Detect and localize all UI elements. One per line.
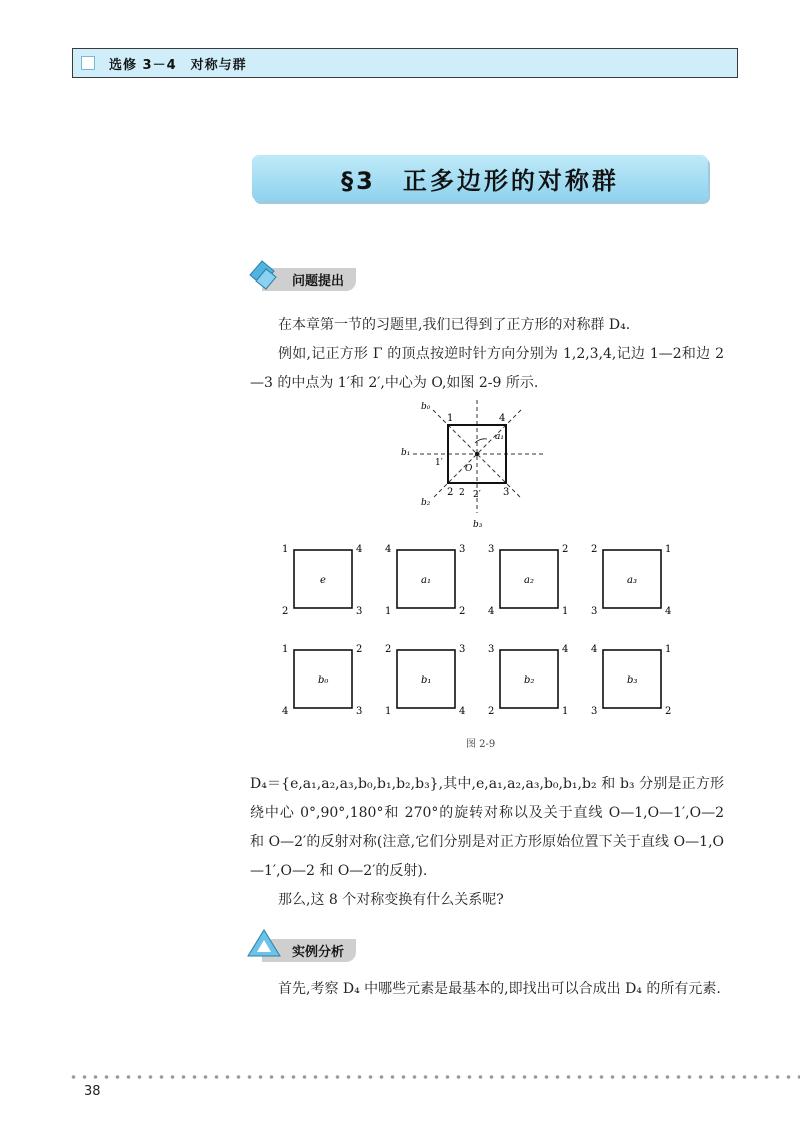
- svg-text:4: 4: [665, 606, 672, 617]
- svg-text:2: 2: [562, 544, 569, 555]
- edge-label-2: 2: [459, 488, 465, 498]
- svg-text:4: 4: [591, 644, 598, 655]
- svg-text:2: 2: [665, 706, 672, 717]
- question-label: 问题提出: [262, 268, 356, 291]
- axis-label-b2: b₂: [421, 498, 431, 508]
- svg-text:2: 2: [282, 606, 289, 617]
- body-paragraph-1: D₄＝{e,a₁,a₂,a₃,b₀,b₁,b₂,b₃},其中,e,a₁,a₂,a₃,b₀,b₁,b₂ 和 b₃ 分别是正方形绕中心 0°,90°,180°和 270°的旋转对称以及关于直线 O—1,O—1′,O—2 和 O—2′的反射对称(注意,它们分别是对正方形原始位置下关于直线 O—1,O—1′,O—2 和 O—2′的反射).: [250, 776, 724, 879]
- svg-text:3: 3: [459, 644, 466, 655]
- svg-text:4: 4: [488, 606, 495, 617]
- square-a3: [591, 544, 671, 617]
- svg-text:3: 3: [488, 644, 495, 655]
- center-label-o: O: [465, 464, 473, 474]
- svg-text:1: 1: [665, 644, 672, 655]
- example-paragraph: 首先,考察 D₄ 中哪些元素是最基本的,即找出可以合成出 D₄ 的所有元素.: [278, 981, 721, 997]
- svg-text:3: 3: [459, 544, 466, 555]
- square-grid-figure: [280, 540, 690, 720]
- svg-text:4: 4: [562, 644, 569, 655]
- svg-text:2: 2: [385, 644, 392, 655]
- section-title-banner: [252, 155, 708, 201]
- question-paragraph: 在本章第一节的习题里,我们已得到了正方形的对称群 D₄.: [278, 317, 631, 333]
- svg-text:1: 1: [562, 706, 569, 717]
- square-b1: [385, 644, 465, 717]
- svg-text:a₁: a₁: [421, 575, 431, 586]
- question-tag: [244, 255, 356, 291]
- example-tag-icon: [244, 926, 284, 962]
- svg-text:a₂: a₂: [524, 575, 534, 586]
- svg-text:1: 1: [665, 544, 672, 555]
- svg-text:3: 3: [591, 606, 598, 617]
- svg-text:1: 1: [562, 606, 569, 617]
- main-square-figure: [395, 395, 555, 535]
- figure-caption: 图 2-9: [466, 739, 496, 750]
- svg-text:1: 1: [282, 544, 289, 555]
- example-label: 实例分析: [262, 939, 356, 962]
- example-text: [250, 975, 724, 1004]
- svg-text:b₃: b₃: [627, 675, 638, 686]
- body-text: [250, 770, 724, 915]
- square-e: [282, 544, 362, 617]
- svg-text:3: 3: [488, 544, 495, 555]
- svg-text:4: 4: [356, 544, 363, 555]
- svg-text:2: 2: [591, 544, 598, 555]
- svg-text:4: 4: [459, 706, 466, 717]
- page-number: 38: [84, 1084, 101, 1099]
- svg-text:b₀: b₀: [318, 675, 329, 686]
- main-corner-br: 3: [503, 487, 510, 498]
- example-tag: [244, 926, 356, 962]
- center-point: [475, 452, 479, 456]
- square-a2: [488, 544, 568, 617]
- svg-text:4: 4: [282, 706, 289, 717]
- svg-text:3: 3: [591, 706, 598, 717]
- svg-text:3: 3: [356, 706, 363, 717]
- section-title: §3 正多边形的对称群: [341, 166, 619, 195]
- svg-text:1: 1: [385, 606, 392, 617]
- rotation-label-a1: a₁: [495, 432, 504, 442]
- main-corner-bl: 2: [447, 487, 454, 498]
- square-b0: [282, 644, 362, 717]
- axis-label-b0: b₀: [421, 402, 431, 412]
- header-square-icon: [81, 56, 95, 70]
- svg-text:a₃: a₃: [627, 575, 637, 586]
- question-text: [250, 311, 724, 398]
- question-paragraph-2: 例如,记正方形 Γ 的顶点按逆时针方向分别为 1,2,3,4,记边 1—2和边 2—3 的中点为 1′和 2′,中心为 O,如图 2-9 所示.: [250, 346, 724, 391]
- square-b3: [591, 644, 671, 717]
- running-header: [72, 48, 738, 78]
- axis-label-b3: b₃: [473, 520, 483, 530]
- svg-text:b₁: b₁: [421, 675, 432, 686]
- body-paragraph-2: 那么,这 8 个对称变换有什么关系呢?: [278, 892, 504, 908]
- svg-text:2: 2: [356, 644, 363, 655]
- axis-label-b1: b₁: [401, 448, 411, 458]
- svg-text:2: 2: [488, 706, 495, 717]
- svg-text:e: e: [320, 575, 326, 586]
- main-corner-tl: 1: [447, 413, 454, 424]
- square-b2: [488, 644, 568, 717]
- svg-text:2: 2: [459, 606, 466, 617]
- main-corner-tr: 4: [499, 413, 506, 424]
- footer-divider: [68, 1075, 800, 1079]
- svg-text:4: 4: [385, 544, 392, 555]
- svg-text:b₂: b₂: [524, 675, 535, 686]
- svg-text:1: 1: [385, 706, 392, 717]
- running-header-text: 选修 3－4 对称与群: [109, 57, 247, 73]
- midpoint-label-2p: 2′: [473, 490, 481, 500]
- midpoint-label-1p: 1′: [435, 458, 443, 468]
- svg-text:3: 3: [356, 606, 363, 617]
- square-a1: [385, 544, 465, 617]
- svg-text:1: 1: [282, 644, 289, 655]
- question-tag-icon: [244, 255, 284, 291]
